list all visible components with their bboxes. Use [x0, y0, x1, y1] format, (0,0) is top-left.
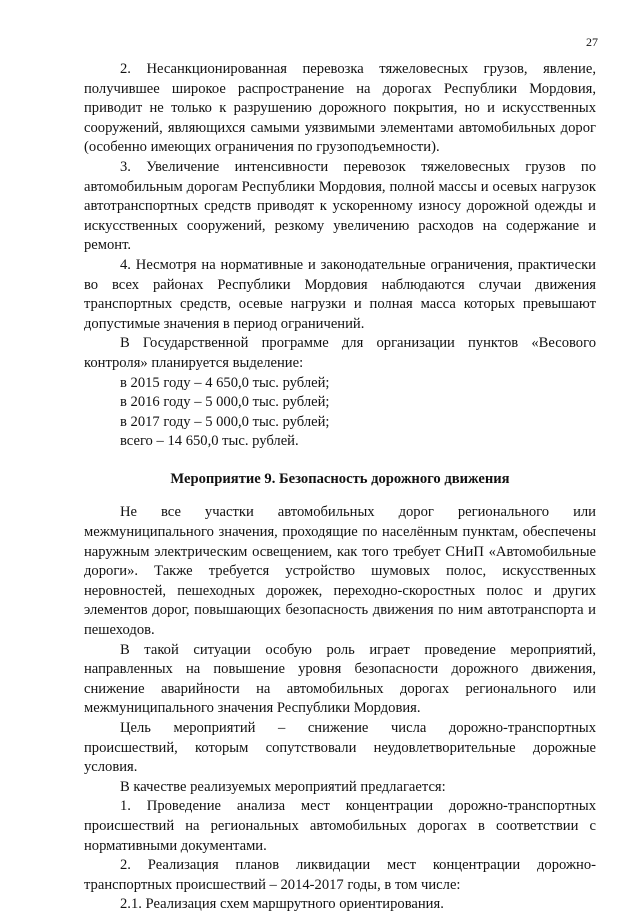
paragraph-lighting: Не все участки автомобильных дорог регионального или межмуниципального значения, проходящие по населённым пунктам, обеспечены наружным электрическим освещением, как того требует СНиП «Автомобильные дороги». Также требуется устройство шумовых полос, искусственных неровностей, пешеходных дорожек, переходно-скоростных полос и других элементов дорог, повышающих безопасность движения по ним автотранспорта и пешеходов.: [84, 504, 596, 639]
paragraph-heavy-transport: 2. Несанкционированная перевозка тяжеловесных грузов, явление, получившее широкое распространение на дорогах Республики Мордовия, приводит не только к разрушению дорожного покрытия, но и искусственных сооружений, являющихся самыми уязвимыми элементами автомобильных дорог (особенно имеющих ограничения по грузоподъемности).: [84, 61, 596, 156]
paragraph-weight-control-funding: В Государственной программе для организации пунктов «Весового контроля» планируется выделение:: [84, 335, 596, 371]
section-heading: Мероприятие 9. Безопасность дорожного движения: [170, 470, 510, 487]
paragraph-measures-intro: В качестве реализуемых мероприятий предлагается:: [120, 778, 446, 795]
funding-item-2017: в 2017 году – 5 000,0 тыс. рублей;: [120, 413, 330, 430]
paragraph-restrictions: 4. Несмотря на нормативные и законодательные ограничения, практически во всех районах Республики Мордовия наблюдаются случаи движения транспортных средств, осевые нагрузки и полная масса которых превышают допустимые значения в период ограничений.: [84, 256, 596, 332]
paragraph-measure-2: 2. Реализация планов ликвидации мест концентрации дорожно-транспортных происшествий – 2014-2017 годы, в том числе:: [84, 857, 596, 893]
paragraph-measure-2-1: 2.1. Реализация схем маршрутного ориентирования.: [120, 896, 444, 913]
paragraph-measure-1: 1. Проведение анализа мест концентрации дорожно-транспортных происшествий на региональных автомобильных дорогах в соответствии с нормативными документами.: [84, 798, 596, 854]
funding-item-2015: в 2015 году – 4 650,0 тыс. рублей;: [120, 374, 330, 391]
page-number: 27: [586, 35, 598, 49]
funding-item-total: всего – 14 650,0 тыс. рублей.: [120, 433, 299, 450]
paragraph-intensity-growth: 3. Увеличение интенсивности перевозок тяжеловесных грузов по автомобильным дорогам Республики Мордовия, полной массы и осевых нагрузок автотранспортных средств приводят к ускоренному износу дорожной одежды и искусственных сооружений, резкому увеличению расходов на содержание и ремонт.: [84, 158, 596, 254]
funding-item-2016: в 2016 году – 5 000,0 тыс. рублей;: [120, 394, 330, 411]
paragraph-situation: В такой ситуации особую роль играет проведение мероприятий, направленных на повышение уровня безопасности дорожного движения, снижение аварийности на автомобильных дорогах регионального или межмуниципального значения Республики Мордовия.: [84, 641, 596, 717]
document-body: [84, 60, 596, 915]
paragraph-goal: Цель мероприятий – снижение числа дорожно-транспортных происшествий, которым сопутствовали неудовлетворительные дорожные условия.: [84, 720, 596, 776]
